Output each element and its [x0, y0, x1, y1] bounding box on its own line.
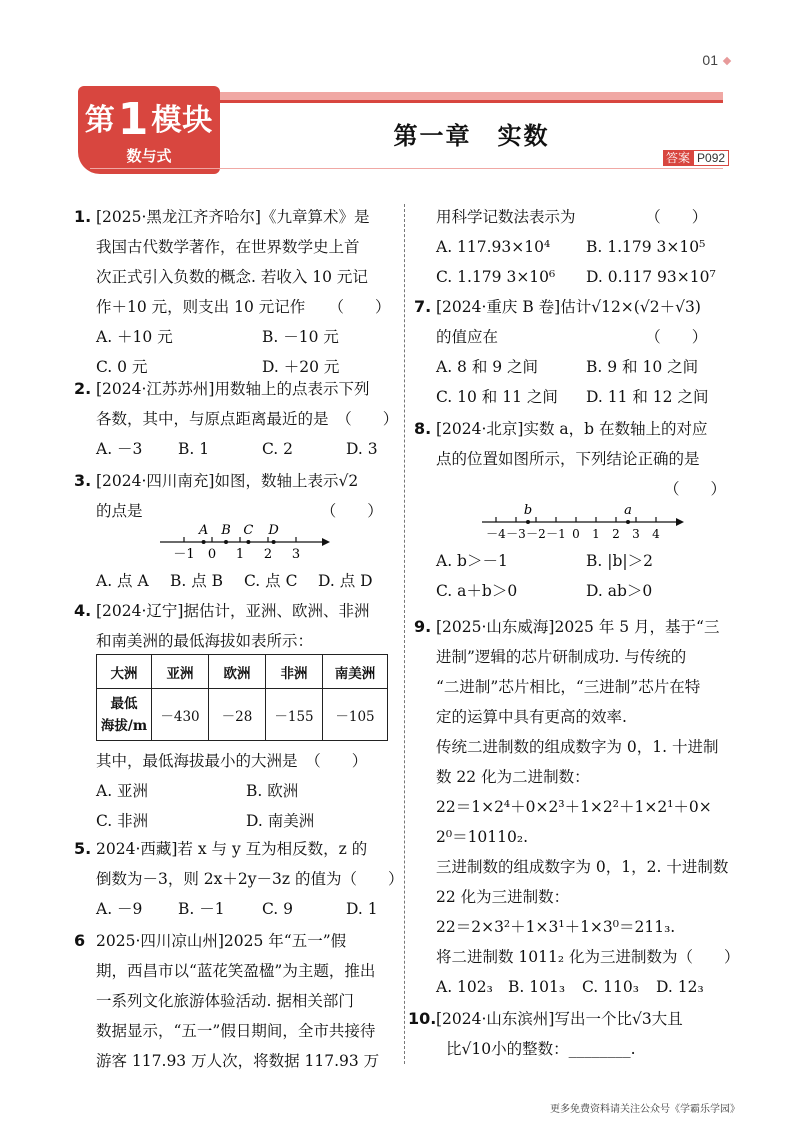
answer-tag: 答案	[663, 150, 693, 166]
text-content: B. 1.179 3×10⁵	[586, 238, 706, 256]
text-content: A. ＋10 元	[96, 328, 173, 346]
text-line	[436, 942, 740, 972]
text-content: B. 101₃	[508, 978, 566, 996]
text-content: B. 欧洲	[246, 782, 299, 800]
answer-option	[170, 566, 223, 596]
text-content: D. 南美洲	[246, 812, 315, 830]
text-line	[96, 986, 354, 1016]
answer-option	[656, 972, 704, 1002]
text-content: B. 点 B	[170, 572, 224, 590]
chapter-title: 第一章 实数	[393, 122, 550, 150]
answer-reference	[663, 149, 729, 166]
text-content: 其中，最低海拔最小的大洲是 （ ）	[96, 752, 368, 770]
text-line	[436, 322, 707, 352]
module-number: 1	[117, 94, 150, 145]
question-number: 10.	[408, 1009, 437, 1028]
point-mark	[626, 520, 630, 524]
answer-option	[178, 434, 209, 464]
point-label: b	[523, 503, 533, 518]
text-content: A. 102₃	[436, 978, 493, 996]
answer-option	[586, 352, 698, 382]
answer-option	[96, 352, 147, 382]
text-line	[436, 202, 707, 232]
text-content: 2024·西藏]若 x 与 y 互为相反数，z 的	[96, 840, 368, 858]
answer-option	[244, 566, 297, 596]
text-line	[74, 202, 370, 232]
answer-option	[96, 566, 149, 596]
text-line	[74, 834, 368, 864]
table-row-label: 最低 海拔/m	[97, 689, 152, 741]
question-number: 7.	[414, 297, 432, 316]
text-content: 次正式引入负数的概念. 若收入 10 元记	[96, 268, 368, 286]
tick-label: 2	[263, 547, 273, 560]
text-line	[96, 292, 390, 322]
text-content: 用科学记数法表示为 （ ）	[436, 208, 708, 226]
text-content: 比√10小的整数：________.	[446, 1040, 636, 1058]
text-content: C. 2	[262, 440, 294, 458]
text-content: “二进制”芯片相比，“三进制”芯片在特	[436, 678, 701, 696]
answer-option	[346, 434, 378, 464]
answer-option	[508, 972, 565, 1002]
tick-label: 1	[592, 527, 600, 540]
text-content: 数 22 化为二进制数：	[436, 768, 590, 786]
answer-option	[586, 382, 708, 412]
point-mark	[526, 520, 530, 524]
table-cell: －430	[152, 689, 209, 741]
answer-option	[262, 352, 339, 382]
tick-label: 0	[572, 527, 580, 540]
text-content: [2024·北京]实数 a，b 在数轴上的对应	[436, 420, 708, 438]
text-line	[414, 612, 720, 642]
table-cell: －105	[323, 689, 388, 741]
tick-label: －4	[486, 527, 506, 540]
table-header: 南美洲	[323, 655, 388, 689]
text-content: C. a＋b＞0	[436, 582, 518, 600]
text-content: B. |b|＞2	[586, 552, 653, 570]
tick-label: －2	[526, 527, 546, 540]
text-line	[96, 864, 403, 894]
answer-option	[318, 566, 373, 596]
text-content: C. 点 C	[244, 572, 298, 590]
tick-label: 3	[632, 527, 640, 540]
text-content: 2⁰＝10110₂.	[436, 828, 529, 846]
answer-option	[96, 434, 142, 464]
text-content: 各数，其中，与原点距离最近的是 （ ）	[96, 410, 399, 428]
text-content: C. 110₃	[582, 978, 639, 996]
question-number: 4.	[74, 601, 92, 620]
point-label: A	[198, 523, 209, 538]
point-mark	[246, 540, 250, 544]
text-content: [2024·辽宁]据估计，亚洲、欧洲、非洲	[96, 602, 370, 620]
text-content: 22＝1×2⁴＋0×2³＋1×2²＋1×2¹＋0×	[436, 798, 712, 816]
header-band	[220, 92, 723, 100]
footer-note: 更多免费资料请关注公众号《学霸乐学园》	[550, 1104, 740, 1115]
text-line	[436, 882, 569, 912]
text-line	[408, 1004, 683, 1034]
answer-option	[586, 546, 653, 576]
text-line	[96, 262, 368, 292]
text-content: 数据显示，“五一”假日期间，全市共接待	[96, 1022, 376, 1040]
text-content: D. 点 D	[318, 572, 373, 590]
text-line	[74, 596, 370, 626]
tick-label: 3	[291, 547, 301, 560]
text-content: 作＋10 元，则支出 10 元记作 （ ）	[96, 298, 391, 316]
text-content: A. 点 A	[96, 572, 149, 590]
text-content: A. 8 和 9 之间	[436, 358, 539, 376]
answer-option	[436, 382, 558, 412]
text-content: 定的运算中具有更高的效率.	[436, 708, 627, 726]
table-header: 亚洲	[152, 655, 209, 689]
question-number: 6	[74, 931, 86, 950]
altitude-table	[96, 654, 388, 741]
text-content: D. ab＞0	[586, 582, 653, 600]
answer-option	[96, 322, 173, 352]
text-content: [2024·重庆 B 卷]估计√12×(√2＋√3)	[436, 298, 701, 316]
tick-label: －1	[173, 547, 195, 560]
question-number: 3.	[74, 471, 92, 490]
text-line	[436, 444, 700, 474]
answer-option	[262, 894, 293, 924]
table-header: 大洲	[97, 655, 152, 689]
tick-label: 0	[207, 547, 217, 560]
answer-option	[586, 262, 716, 292]
table-header: 欧洲	[209, 655, 266, 689]
answer-option	[346, 894, 378, 924]
number-line-q8	[476, 500, 686, 540]
text-content: [2024·山东滨州]写出一个比√3大且	[436, 1010, 683, 1028]
text-content: D. 0.117 93×10⁷	[586, 268, 716, 286]
text-content: A. －3	[96, 440, 143, 458]
module-badge	[78, 86, 220, 174]
text-line	[436, 702, 627, 732]
text-content: 一系列文化旅游体验活动. 据相关部门	[96, 992, 354, 1010]
text-line	[96, 232, 360, 262]
number-line-q3	[150, 520, 330, 560]
answer-option	[582, 972, 639, 1002]
tick-label: －3	[506, 527, 526, 540]
answer-page: P092	[693, 150, 729, 166]
text-content: [2024·江苏苏州]用数轴上的点表示下列	[96, 380, 370, 398]
answer-option	[586, 576, 652, 606]
text-line	[436, 642, 686, 672]
answer-option	[96, 776, 148, 806]
text-line	[414, 292, 701, 322]
point-mark	[224, 540, 228, 544]
text-line	[414, 414, 708, 444]
text-content: D. 11 和 12 之间	[586, 388, 709, 406]
point-label: B	[221, 523, 231, 538]
answer-option	[96, 894, 142, 924]
point-label: D	[268, 523, 279, 538]
table-header: 非洲	[266, 655, 323, 689]
text-line	[96, 1016, 375, 1046]
tick-label: 1	[235, 547, 245, 560]
tick-label: 4	[652, 527, 660, 540]
question-number: 8.	[414, 419, 432, 438]
answer-option	[436, 352, 538, 382]
text-content: C. 10 和 11 之间	[436, 388, 558, 406]
text-content: [2024·四川南充]如图，数轴上表示√2	[96, 472, 359, 490]
text-content: 期，西昌市以“蓝花笑盈楹”为主题，推出	[96, 962, 376, 980]
text-content: 2025·四川凉山州]2025 年“五一”假	[96, 932, 347, 950]
point-label: C	[243, 523, 254, 538]
tick-label: 2	[612, 527, 620, 540]
answer-option	[436, 262, 555, 292]
answer-option	[436, 972, 493, 1002]
text-content: A. b＞－1	[436, 552, 508, 570]
question-number: 5.	[74, 839, 92, 858]
column-divider	[404, 204, 405, 1064]
text-content: 倒数为－3，则 2x＋2y－3z 的值为（ ）	[96, 870, 404, 888]
answer-option	[246, 776, 298, 806]
text-content: D. 1	[346, 900, 378, 918]
module-label-post: 模块	[151, 103, 214, 138]
diamond-icon	[723, 57, 731, 65]
text-content: B. －1	[178, 900, 225, 918]
text-content: 我国古代数学著作，在世界数学史上首	[96, 238, 360, 256]
text-content: A. 117.93×10⁴	[436, 238, 551, 256]
text-content: 游客 117.93 万人次，将数据 117.93 万	[96, 1052, 380, 1070]
answer-option	[262, 322, 339, 352]
text-content: D. 3	[346, 440, 378, 458]
text-line	[96, 956, 375, 986]
text-content: A. －9	[96, 900, 143, 918]
text-content: C. 9	[262, 900, 294, 918]
point-mark	[272, 540, 276, 544]
text-content: （ ）	[664, 480, 727, 498]
text-content: 22 化为三进制数：	[436, 888, 570, 906]
text-line	[436, 732, 719, 762]
header-band-line	[220, 100, 723, 103]
tick-label: －1	[546, 527, 566, 540]
question-number: 1.	[74, 207, 92, 226]
table-cell: －28	[209, 689, 266, 741]
text-content: 22＝2×3²＋1×3¹＋1×3⁰＝211₃.	[436, 918, 676, 936]
text-content: B. －10 元	[262, 328, 339, 346]
text-content: C. 1.179 3×10⁶	[436, 268, 556, 286]
text-content: D. 12₃	[656, 978, 704, 996]
text-line	[436, 912, 675, 942]
text-content: B. 9 和 10 之间	[586, 358, 699, 376]
question-number: 9.	[414, 617, 432, 636]
text-line	[96, 404, 398, 434]
text-line	[96, 626, 313, 656]
text-content: 进制”逻辑的芯片研制成功. 与传统的	[436, 648, 687, 666]
module-label-pre: 第	[84, 103, 116, 138]
point-label: a	[624, 503, 632, 518]
answer-option	[436, 546, 508, 576]
point-mark	[202, 540, 206, 544]
text-line	[436, 672, 700, 702]
text-line	[436, 762, 590, 792]
text-line	[446, 1034, 636, 1064]
text-line	[436, 792, 712, 822]
answer-option	[436, 232, 550, 262]
text-content: [2025·山东威海]2025 年 5 月，基于“三	[436, 618, 720, 636]
text-content: D. ＋20 元	[262, 358, 340, 376]
text-content: 点的位置如图所示，下列结论正确的是	[436, 450, 700, 468]
answer-option	[262, 434, 293, 464]
text-content: 传统二进制数的组成数字为 0，1. 十进制	[436, 738, 719, 756]
answer-option	[96, 806, 148, 836]
text-content: 将二进制数 1011₂ 化为三进制数为（ ）	[436, 948, 740, 966]
text-content: B. 1	[178, 440, 210, 458]
page-number: 01	[702, 52, 730, 68]
text-content: 和南美洲的最低海拔如表所示：	[96, 632, 314, 650]
text-line	[96, 746, 367, 776]
text-content: A. 亚洲	[96, 782, 149, 800]
answer-option	[178, 894, 225, 924]
text-content: 三进制数的组成数字为 0，1，2. 十进制数	[436, 858, 729, 876]
text-content: 的值应在 （ ）	[436, 328, 708, 346]
module-subtitle: 数与式	[126, 147, 172, 165]
text-line	[74, 466, 359, 496]
text-line	[436, 822, 528, 852]
text-content: 的点是 （ ）	[96, 502, 383, 520]
answer-option	[586, 232, 705, 262]
text-line	[96, 1046, 379, 1076]
question-number: 2.	[74, 379, 92, 398]
answer-option	[436, 576, 517, 606]
table-cell: －155	[266, 689, 323, 741]
text-line	[74, 926, 347, 956]
answer-option	[246, 806, 314, 836]
text-content: C. 0 元	[96, 358, 148, 376]
header-rule	[90, 168, 723, 169]
text-content: [2025·黑龙江齐齐哈尔]《九章算术》是	[96, 208, 370, 226]
text-line	[436, 852, 728, 882]
text-content: C. 非洲	[96, 812, 149, 830]
